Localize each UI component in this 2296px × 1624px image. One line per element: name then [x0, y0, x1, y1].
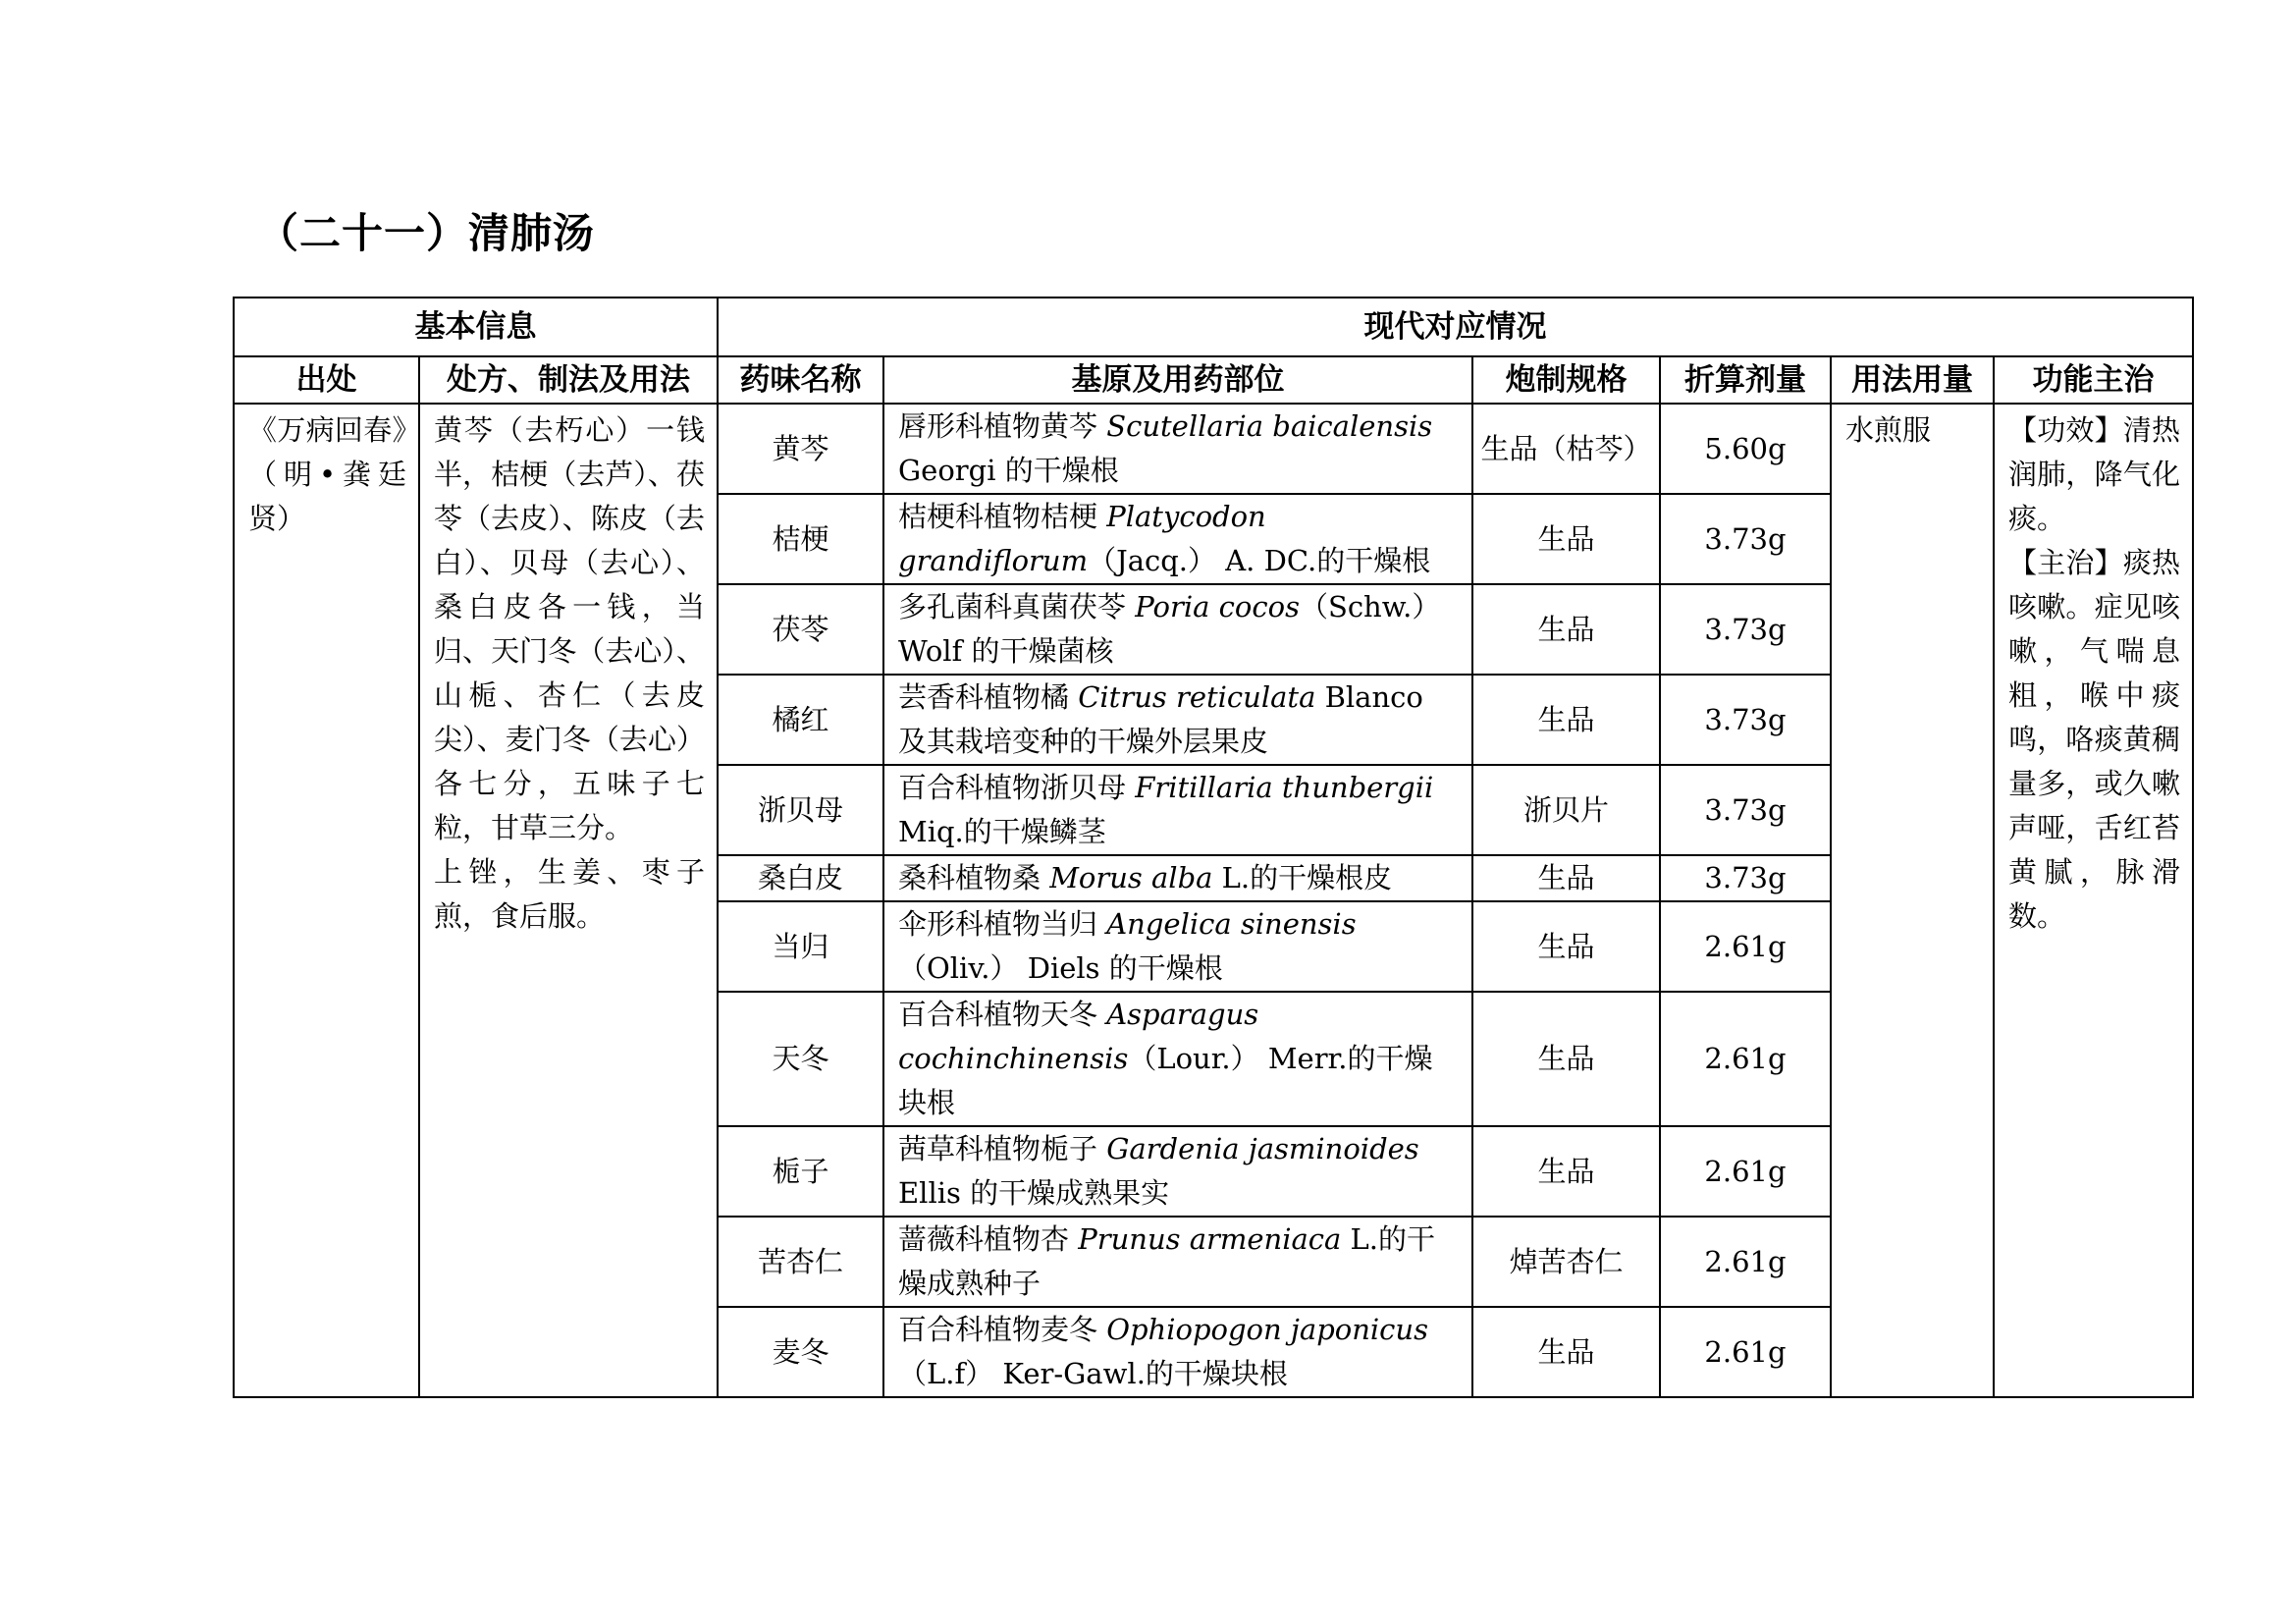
herb-name: 桔梗 — [718, 494, 883, 584]
herb-dose: 5.60g — [1660, 404, 1831, 494]
latin-name: Prunus armeniaca — [1078, 1222, 1342, 1256]
header-usage: 用法用量 — [1831, 356, 1994, 404]
origin-prefix: 蔷薇科植物杏 — [898, 1222, 1079, 1256]
header-source: 出处 — [234, 356, 419, 404]
function-cell — [1994, 404, 2193, 1397]
herb-processing: 生品 — [1472, 1307, 1660, 1397]
herb-dose: 3.73g — [1660, 584, 1831, 675]
latin-name: Citrus reticulata — [1078, 680, 1316, 714]
source-cell — [234, 404, 419, 1397]
origin-suffix: （L.f） Ker-Gawl.的干燥块根 — [898, 1357, 1288, 1390]
origin-prefix: 百合科植物浙贝母 — [898, 771, 1136, 804]
origin-suffix: L.的干燥根皮 — [1212, 861, 1393, 894]
herb-name: 苦杏仁 — [718, 1217, 883, 1307]
origin-prefix: 唇形科植物黄芩 — [898, 409, 1107, 443]
latin-name: Morus alba — [1049, 861, 1213, 894]
origin-prefix: 多孔菌科真菌茯苓 — [898, 590, 1136, 623]
herb-origin — [883, 1126, 1472, 1217]
herb-origin — [883, 675, 1472, 765]
origin-prefix: 桔梗科植物桔梗 — [898, 500, 1107, 533]
herb-processing: 生品 — [1472, 584, 1660, 675]
herb-origin — [883, 992, 1472, 1126]
herb-origin — [883, 901, 1472, 992]
latin-name: Ophiopogon japonicus — [1106, 1313, 1428, 1346]
herb-name: 栀子 — [718, 1126, 883, 1217]
prescription-text: 黄芩（去朽心）一钱半，桔梗（去芦）、茯苓（去皮）、陈皮（去白）、贝母（去心）、桑白皮各一钱，当归、天门冬（去心）、山栀、杏仁（去皮尖）、麦门冬（去心）各七分，五味子七粒，甘草三分。 — [434, 413, 705, 844]
page-title: （二十一）清肺汤 — [257, 209, 596, 257]
herb-dose: 2.61g — [1660, 901, 1831, 992]
herb-dose: 2.61g — [1660, 1307, 1831, 1397]
header-processing: 炮制规格 — [1472, 356, 1660, 404]
origin-prefix: 桑科植物桑 — [898, 861, 1050, 894]
herb-name: 当归 — [718, 901, 883, 992]
latin-name: Asparagus cochinchinensis — [898, 998, 1259, 1075]
herb-processing: 浙贝片 — [1472, 765, 1660, 855]
herb-name: 浙贝母 — [718, 765, 883, 855]
origin-suffix: （Oliv.） Diels 的干燥根 — [898, 951, 1223, 985]
origin-suffix: （Lour.） Merr.的干燥块根 — [898, 1042, 1433, 1119]
origin-prefix: 百合科植物麦冬 — [898, 1313, 1107, 1346]
herb-origin — [883, 855, 1472, 901]
herb-processing: 生品 — [1472, 1126, 1660, 1217]
herb-dose: 2.61g — [1660, 1217, 1831, 1307]
herb-name: 麦冬 — [718, 1307, 883, 1397]
header-function: 功能主治 — [1994, 356, 2193, 404]
header-dose: 折算剂量 — [1660, 356, 1831, 404]
header-basic-info: 基本信息 — [234, 298, 718, 356]
latin-name: Fritillaria thunbergii — [1135, 771, 1434, 804]
header-modern-correspondence: 现代对应情况 — [718, 298, 2193, 356]
header-prescription: 处方、制法及用法 — [419, 356, 718, 404]
herb-processing: 生品（枯芩） — [1472, 404, 1660, 494]
herb-processing: 生品 — [1472, 992, 1660, 1126]
herb-dose: 3.73g — [1660, 494, 1831, 584]
latin-name: Angelica sinensis — [1106, 907, 1357, 941]
herb-origin — [883, 765, 1472, 855]
herb-rows — [234, 404, 2193, 1397]
origin-prefix: 伞形科植物当归 — [898, 907, 1107, 941]
origin-suffix: （Jacq.） A. DC.的干燥根 — [1088, 544, 1431, 577]
header-herb-name: 药味名称 — [718, 356, 883, 404]
herb-processing: 焯苦杏仁 — [1472, 1217, 1660, 1307]
herb-name: 桑白皮 — [718, 855, 883, 901]
latin-name: Poria cocos — [1135, 590, 1300, 623]
herb-processing: 生品 — [1472, 901, 1660, 992]
origin-suffix: Georgi 的干燥根 — [898, 454, 1119, 487]
origin-suffix: Ellis 的干燥成熟果实 — [898, 1176, 1170, 1210]
herb-origin — [883, 404, 1472, 494]
function-indication: 【主治】痰热咳嗽。症见咳嗽，气喘息粗，喉中痰鸣，咯痰黄稠量多，或久嗽声哑，舌红苔黄腻，脉滑数。 — [2008, 546, 2181, 933]
herb-dose: 3.73g — [1660, 855, 1831, 901]
origin-suffix: Miq.的干燥鳞茎 — [898, 815, 1106, 848]
function-efficacy: 【功效】清热润肺，降气化痰。 — [2008, 413, 2181, 535]
header-origin-part: 基原及用药部位 — [883, 356, 1472, 404]
herb-name: 茯苓 — [718, 584, 883, 675]
prescription-table — [233, 297, 2194, 1398]
usage-cell: 水煎服 — [1831, 404, 1994, 1397]
herb-processing: 生品 — [1472, 675, 1660, 765]
latin-name: Scutellaria baicalensis — [1106, 409, 1433, 443]
herb-dose: 2.61g — [1660, 992, 1831, 1126]
herb-dose: 3.73g — [1660, 675, 1831, 765]
origin-suffix: Blanco 及其栽培变种的干燥外层果皮 — [898, 680, 1423, 758]
origin-suffix: L.的干燥成熟种子 — [898, 1222, 1436, 1300]
latin-name: Platycodon grandiflorum — [898, 500, 1266, 577]
herb-origin — [883, 584, 1472, 675]
herb-name: 黄芩 — [718, 404, 883, 494]
latin-name: Gardenia jasminoides — [1106, 1132, 1419, 1165]
table-row — [234, 404, 2193, 494]
herb-dose: 3.73g — [1660, 765, 1831, 855]
origin-prefix: 百合科植物天冬 — [898, 998, 1107, 1031]
origin-suffix: （Schw.） Wolf 的干燥菌核 — [898, 590, 1441, 668]
source-text: 《万病回春》（明•龚廷贤） — [248, 413, 406, 535]
herb-name: 天冬 — [718, 992, 883, 1126]
origin-prefix: 茜草科植物栀子 — [898, 1132, 1107, 1165]
herb-dose: 2.61g — [1660, 1126, 1831, 1217]
herb-processing: 生品 — [1472, 494, 1660, 584]
herb-name: 橘红 — [718, 675, 883, 765]
herb-origin — [883, 1217, 1472, 1307]
origin-prefix: 芸香科植物橘 — [898, 680, 1079, 714]
herb-processing: 生品 — [1472, 855, 1660, 901]
prescription-usage: 上锉，生姜、枣子煎，食后服。 — [434, 855, 705, 933]
herb-origin — [883, 1307, 1472, 1397]
herb-origin — [883, 494, 1472, 584]
prescription-cell — [419, 404, 718, 1397]
